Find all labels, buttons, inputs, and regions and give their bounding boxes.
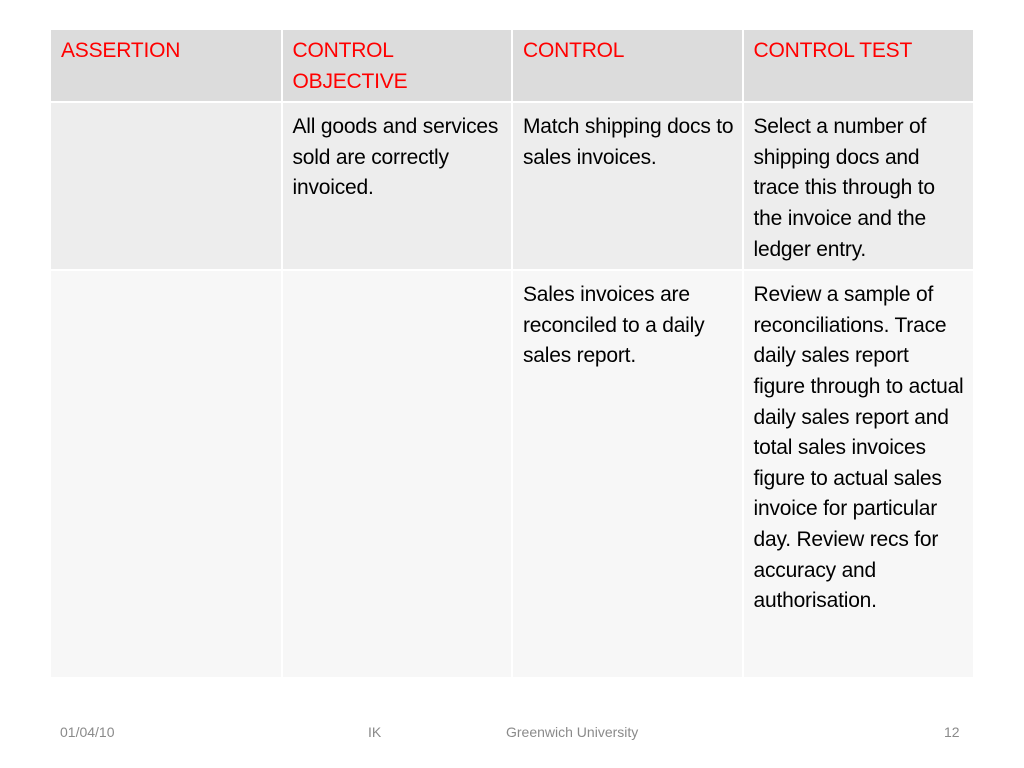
cell-control-test: Review a sample of reconciliations. Trace daily sales report figure through to actual daily sales report and total sales invoices figure to actual sales invoice for particular day. Review recs for accuracy and authorisation.: [743, 270, 974, 678]
header-control-test: CONTROL TEST: [743, 30, 974, 102]
header-control-objective: CONTROL OBJECTIVE: [282, 30, 513, 102]
cell-control-test: Select a number of shipping docs and trace this through to the invoice and the ledger entry.: [743, 102, 974, 270]
cell-control: Match shipping docs to sales invoices.: [512, 102, 743, 270]
header-control: CONTROL: [512, 30, 743, 102]
footer-author: IK: [368, 724, 382, 740]
cell-assertion: [51, 270, 282, 678]
table-row: [51, 270, 973, 678]
header-assertion: ASSERTION: [51, 30, 282, 102]
cell-assertion: [51, 102, 282, 270]
cell-control: Sales invoices are reconciled to a daily sales report.: [512, 270, 743, 678]
cell-control-objective: All goods and services sold are correctly invoiced.: [282, 102, 513, 270]
controls-table: [51, 30, 973, 679]
table-row: [51, 102, 973, 270]
footer-page-number: 12: [944, 724, 960, 740]
table-header-row: [51, 30, 973, 102]
cell-control-objective: [282, 270, 513, 678]
footer-date: 01/04/10: [60, 724, 115, 740]
footer-institution: Greenwich University: [506, 724, 639, 740]
